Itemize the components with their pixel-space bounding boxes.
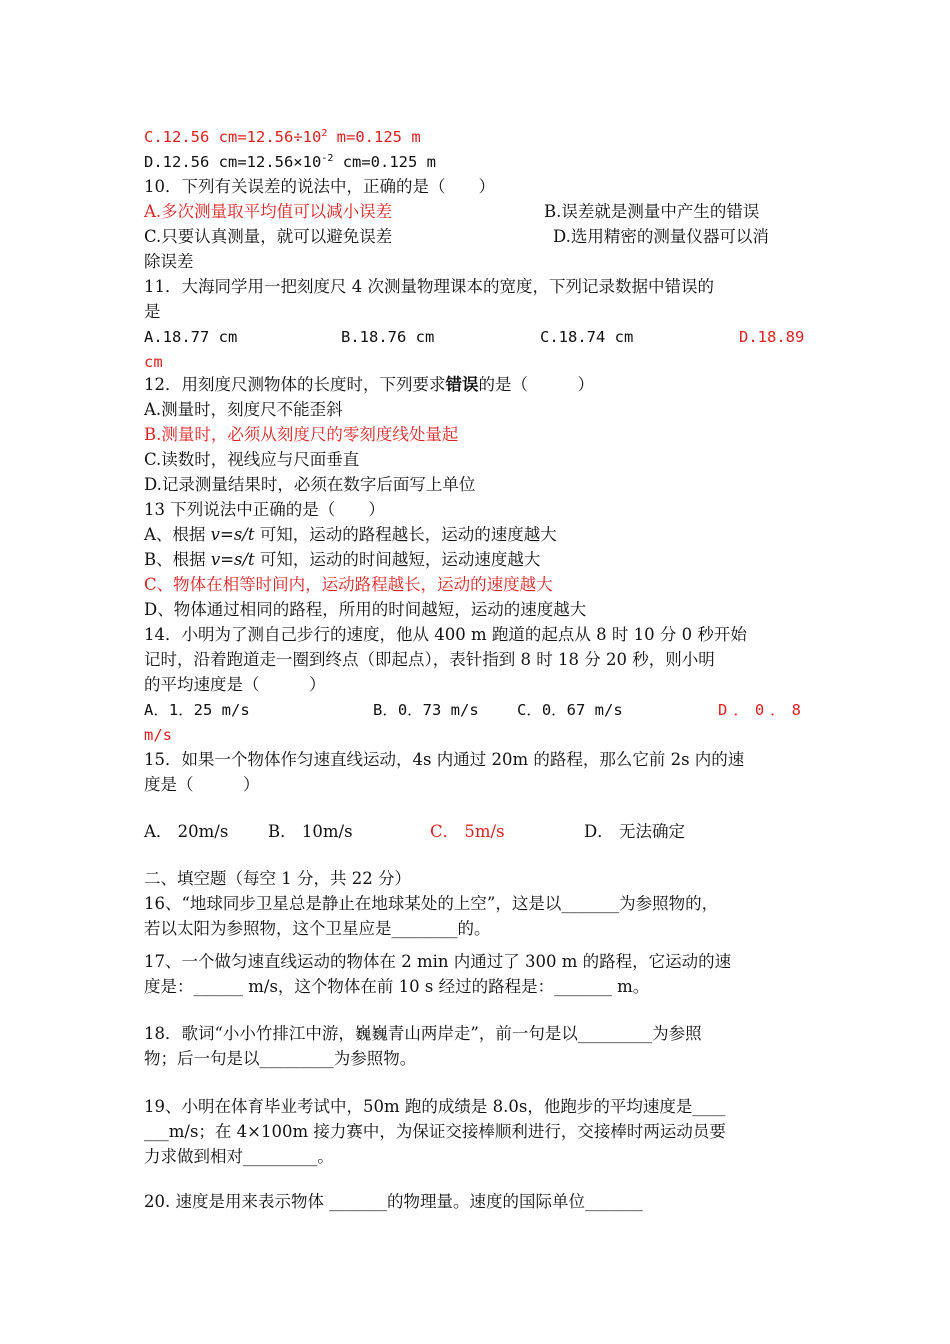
q13-option-c: C、物体在相等时间内，运动路程越长，运动的速度越大 — [144, 575, 553, 594]
q10-option-d: D.选用精密的测量仪器可以消 — [553, 227, 769, 246]
q11-option-d: D.18.89 — [739, 328, 805, 346]
q13-option-d: D、物体通过相同的路程，所用的时间越短，运动的速度越大 — [144, 600, 587, 619]
q18-line-1: 18．歌词“小小竹排江中游，巍巍青山两岸走”，前一句是以_________为参照 — [144, 1024, 702, 1043]
q14-stem: 14．小明为了测自己步行的速度，他从 400 m 跑道的起点从 8 时 10 分 0 秒开始 — [144, 625, 747, 644]
q10-option-b: B.误差就是测量中产生的错误 — [544, 202, 760, 221]
q19-line-2: ___m/s；在 4×100m 接力赛中，为保证交接棒顺利进行，交接棒时两运动员要 — [144, 1122, 726, 1141]
q19-line-3: 力求做到相对_________。 — [144, 1147, 334, 1166]
q15-option-d: D． 无法确定 — [584, 822, 685, 841]
q15-option-a: A． 20m/s — [144, 822, 229, 841]
q13-option-b: B、根据 v=s/t 可知，运动的时间越短，运动速度越大 — [144, 550, 541, 569]
q15-option-c: C． 5m/s — [430, 822, 505, 841]
q17-line-1: 17、一个做匀速直线运动的物体在 2 min 内通过了 300 m 的路程，它运动的速 — [144, 952, 732, 971]
q11-stem: 11．大海同学用一把刻度尺 4 次测量物理课本的宽度，下列记录数据中错误的 — [144, 277, 714, 296]
q14-option-b: B．0．73 m/s — [373, 701, 479, 719]
q16-line-2: 若以太阳为参照物，这个卫星应是________的。 — [144, 919, 491, 938]
q12-option-d: D.记录测量结果时，必须在数字后面写上单位 — [144, 475, 476, 494]
q15-stem: 15．如果一个物体作匀速直线运动，4s 内通过 20m 的路程，那么它前 2s 内的速 — [144, 750, 745, 769]
q14-stem-cont-1: 记时，沿着跑道走一圈到终点（即起点），表针指到 8 时 18 分 20 秒，则小明 — [144, 650, 715, 669]
q18-line-2: 物；后一句是以_________为参照物。 — [144, 1049, 417, 1068]
q10-option-d-cont: 除误差 — [144, 252, 194, 271]
q14-option-a: A．1．25 m/s — [144, 701, 250, 719]
q19-line-1: 19、小明在体育毕业考试中，50m 跑的成绩是 8.0s，他跑步的平均速度是____ — [144, 1097, 726, 1116]
q13-stem: 13 下列说法中正确的是（ ） — [144, 500, 385, 519]
q11-stem-cont: 是 — [144, 302, 161, 321]
q10-stem: 10．下列有关误差的说法中，正确的是（ ） — [144, 177, 495, 196]
q14-option-c: C．0．67 m/s — [517, 701, 623, 719]
q9-option-d: D.12.56 $cm=12.56\times 10^{-2}$ cm=0.125 m — [144, 152, 437, 171]
q20-line: 20. 速度是用来表示物体 _______的物理量。速度的国际单位_______ — [144, 1192, 643, 1211]
q17-line-2: 度是：______ m/s，这个物体在前 10 s 经过的路程是：_______ m。 — [144, 977, 650, 996]
q16-line-1: 16、“地球同步卫星总是静止在地球某处的上空”，这是以_______为参照物的， — [144, 894, 719, 913]
q11-option-b: B.18.76 cm — [341, 328, 435, 346]
q11-option-c: C.18.74 cm — [540, 328, 634, 346]
q9-option-c: C.12.56 $cm=12.56\div 10^2$ m=0.125 m — [144, 127, 421, 146]
q11-option-d-cont: cm — [144, 353, 163, 371]
q13-option-a: A、根据 v=s/t 可知，运动的路程越长，运动的速度越大 — [144, 525, 557, 544]
q15-option-b: B． 10m/s — [268, 822, 353, 841]
q12-option-b: B.测量时，必须从刻度尺的零刻度线处量起 — [144, 425, 459, 444]
q10-option-a: A.多次测量取平均值可以减小误差 — [144, 202, 393, 221]
q10-option-c: C.只要认真测量，就可以避免误差 — [144, 227, 393, 246]
q12-stem: 12．用刻度尺测物体的长度时，下列要求错误的是（ ） — [144, 375, 594, 394]
q12-option-a: A.测量时，刻度尺不能歪斜 — [144, 400, 343, 419]
section2-title: 二、填空题（每空 1 分，共 22 分） — [144, 869, 411, 888]
q14-stem-cont-2: 的平均速度是（ ） — [144, 675, 326, 694]
q12-option-c: C.读数时，视线应与尺面垂直 — [144, 450, 360, 469]
q14-option-d: D．0．8 — [718, 701, 807, 719]
q14-option-d-cont: m/s — [144, 726, 172, 744]
q15-stem-cont: 度是（ ） — [144, 775, 260, 794]
q11-option-a: A.18.77 cm — [144, 328, 238, 346]
